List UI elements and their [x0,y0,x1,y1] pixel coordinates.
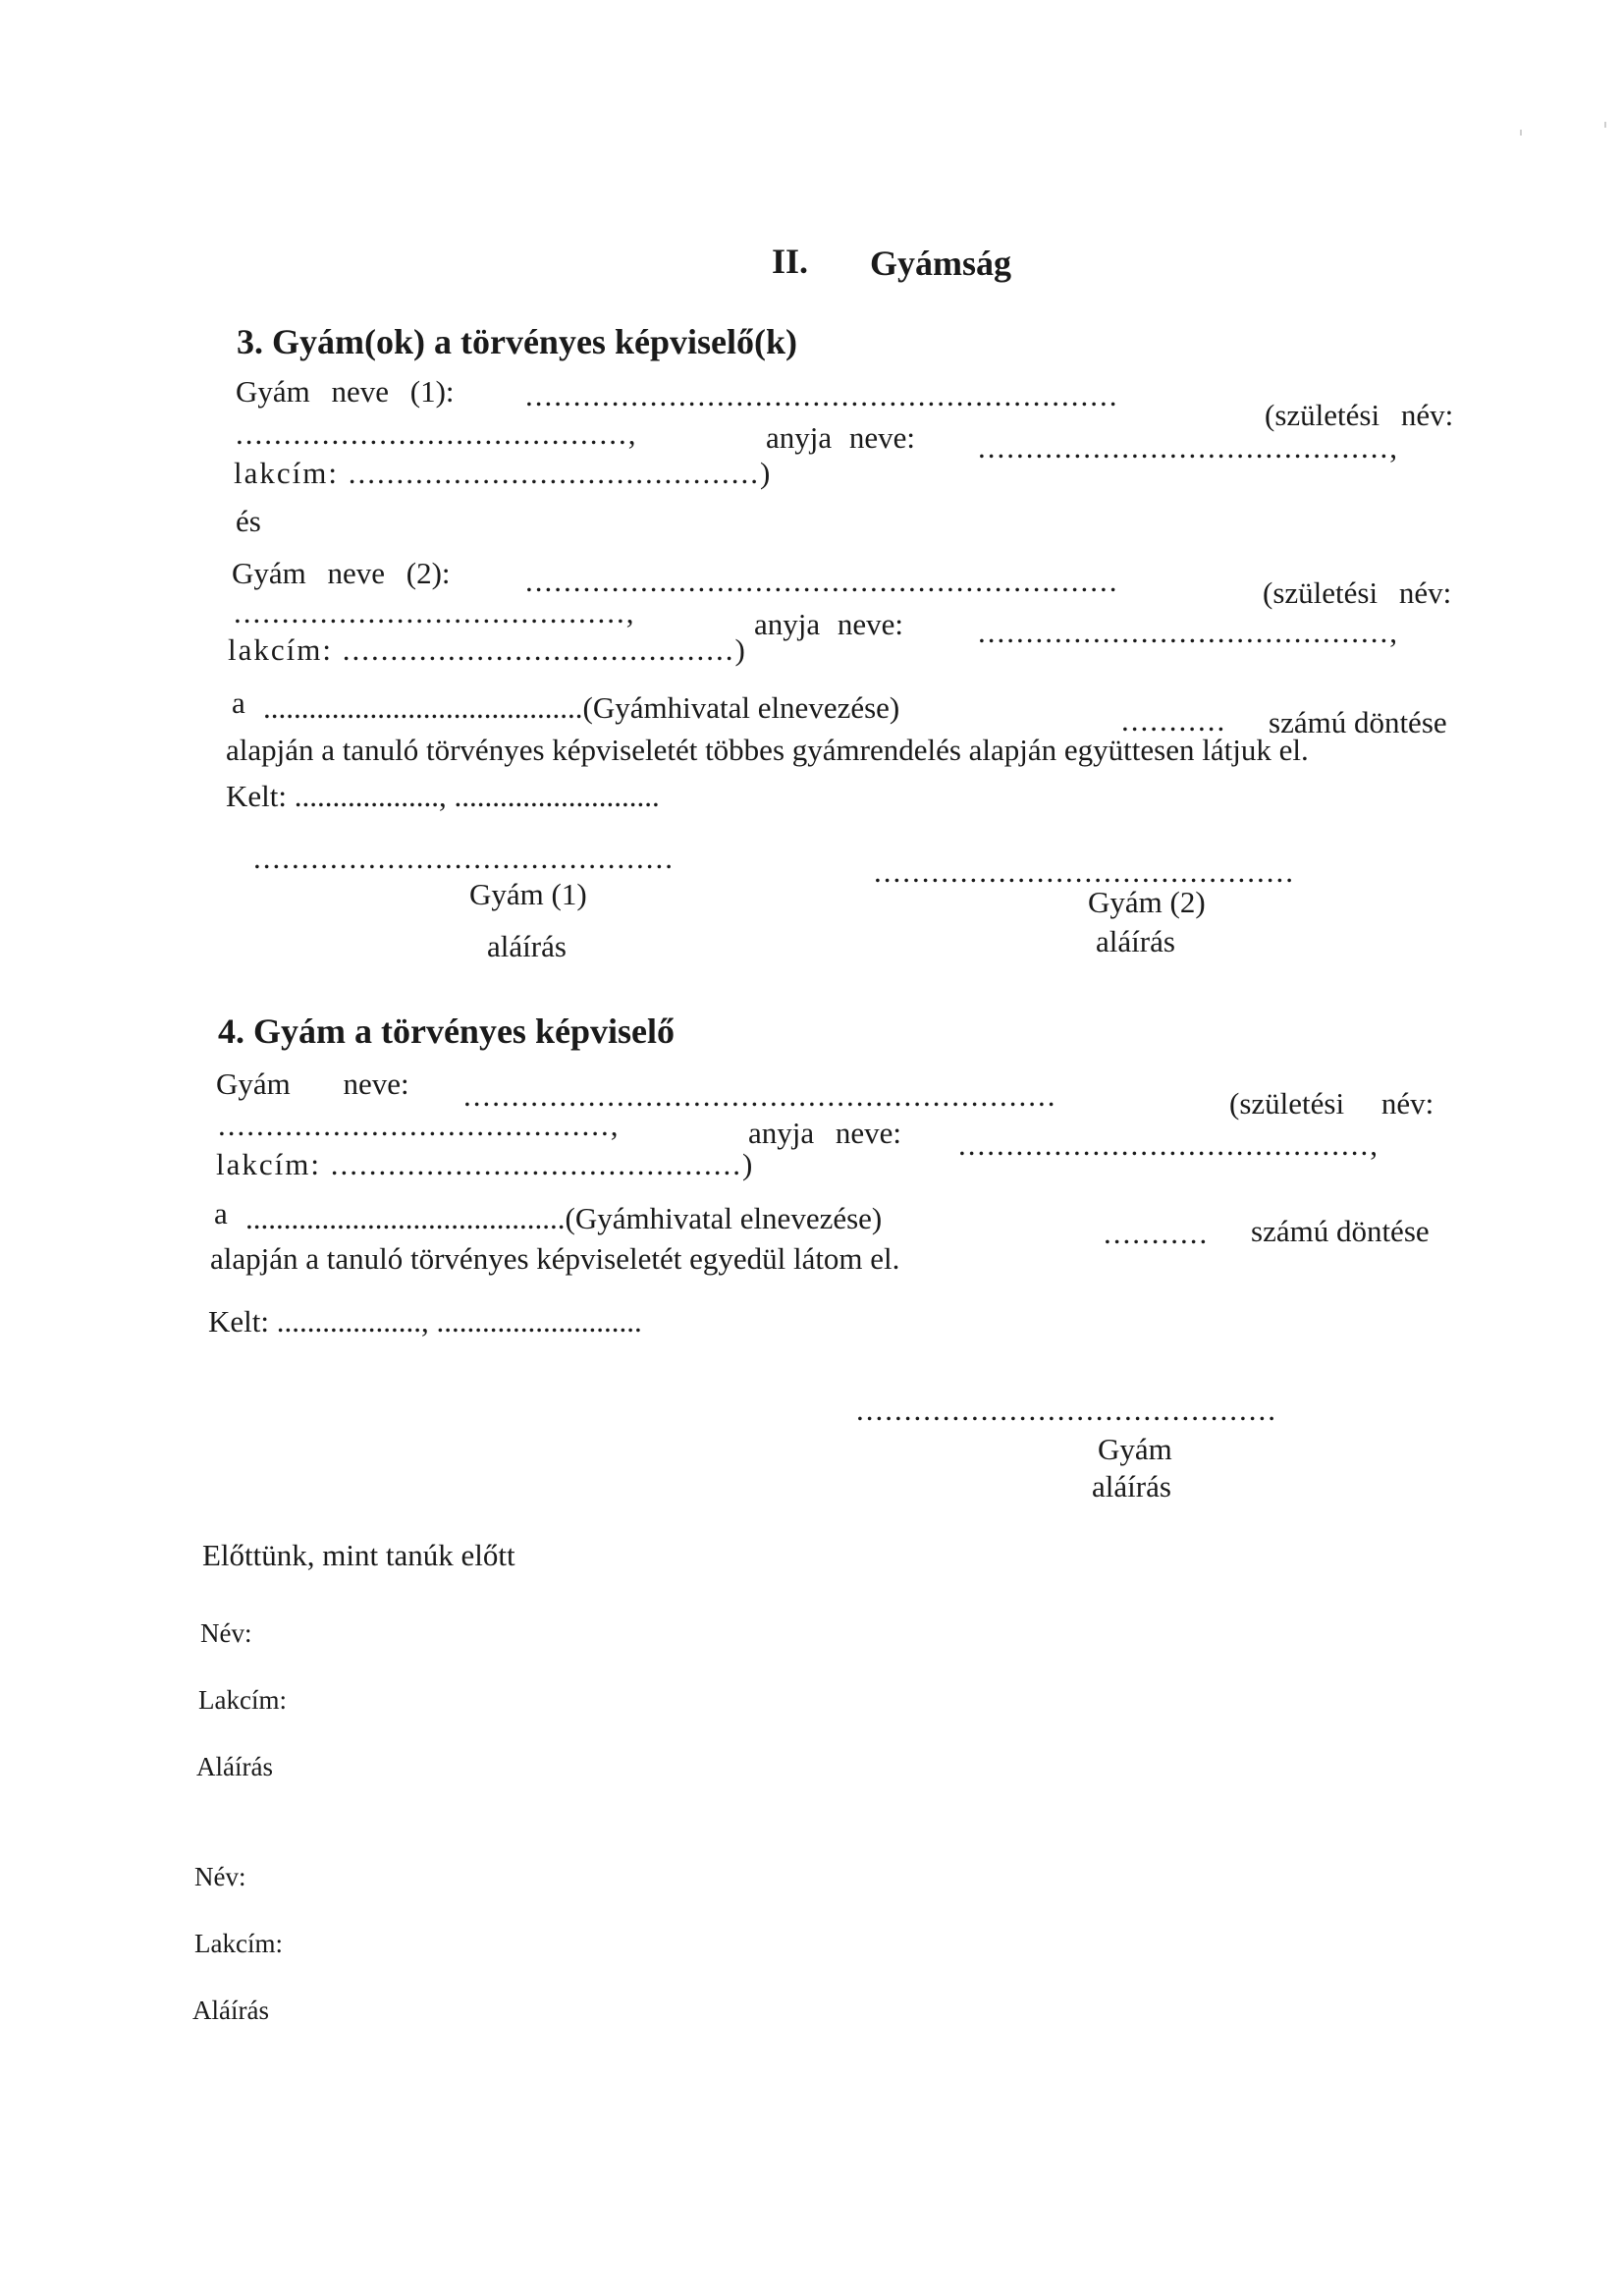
part3-representation-statement: alapján a tanuló törvényes képviseletét többes gyámrendelés alapján együttesen látjuk el. [226,733,1309,767]
witnesses-intro: Előttünk, mint tanúk előtt [202,1538,515,1572]
part3-guardian1-address: lakcím: ...........................................) [234,456,773,490]
part4-date-place: Kelt: ..................., ........................... [208,1304,642,1339]
part4-guardian-name-field: .............................................................. [463,1078,1057,1113]
witness1-signature-label: Aláírás [196,1752,273,1781]
part3-decision-label: számú döntése [1269,705,1447,739]
scan-speck [1520,130,1522,136]
part3-guardian1-birthname-label: (születési név: [1265,398,1454,432]
part3-decision-number-field: ........... [1121,703,1227,738]
part3-guardian1-name-field: .............................................................. [525,378,1119,412]
part3-guardian2-signature-caption: aláírás [1096,924,1175,958]
scan-speck [1604,122,1606,128]
witness1-name-label: Név: [200,1618,252,1648]
part4-guardian-caption: Gyám [1098,1432,1172,1466]
witness2-signature-label: Aláírás [192,1995,269,2025]
part3-guardian2-birthname-field: ........................................., [234,595,636,629]
part3-guardian1-caption: Gyám (1) [469,877,587,911]
part3-guardian1-mother-label: anyja neve: [766,420,916,455]
part3-guardian1-signature-line: ............................................ [253,841,675,875]
part4-mother-label: anyja neve: [748,1116,902,1150]
part3-guardian2-birthname-label: (születési név: [1263,575,1452,610]
part4-guardian-name-label: Gyám neve: [216,1066,409,1101]
part3-date-place: Kelt: ..................., ........................... [226,779,660,813]
part4-birthname-field: ........................................., [218,1108,621,1142]
part3-guardian1-birthname-field: ........................................., [236,416,638,451]
part3-and: és [236,504,261,538]
section-roman-numeral: II. [772,242,809,281]
part3-guardian2-name-field: .............................................................. [525,564,1119,598]
part3-guardian2-caption: Gyám (2) [1088,885,1206,919]
witness2-address-label: Lakcím: [194,1929,283,1958]
part4-address: lakcím: ...........................................) [216,1147,755,1181]
part4-mother-field: ..........................................., [958,1127,1380,1162]
witness1-address-label: Lakcím: [198,1685,287,1715]
part3-guardian1-name-label: Gyám neve (1): [236,374,455,409]
part4-authority-name-field: ..........................................(Gyámhivatal elnevezése) [245,1201,883,1235]
part3-guardian1-mother-field: ..........................................., [978,430,1399,465]
part3-guardian2-mother-label: anyja neve: [754,607,904,641]
part3-authority-a: a [232,685,245,720]
part3-guardian2-mother-field: ..........................................., [978,615,1399,649]
part3-guardian2-address: lakcím: .........................................) [228,632,747,667]
part4-decision-label: számú döntése [1251,1214,1430,1248]
part3-heading: 3. Gyám(ok) a törvényes képviselő(k) [237,322,797,361]
witness2-name-label: Név: [194,1862,246,1891]
section-title: Gyámság [870,244,1011,283]
part3-guardian1-signature-caption: aláírás [487,929,567,963]
part4-representation-statement: alapján a tanuló törvényes képviseletét egyedül látom el. [210,1241,900,1276]
part3-guardian2-signature-line: ............................................ [874,854,1295,889]
part4-guardian-signature-caption: aláírás [1092,1469,1171,1503]
part4-authority-a: a [214,1196,228,1230]
part3-authority-name-field: ..........................................(Gyámhivatal elnevezése) [263,690,900,725]
part4-decision-number-field: ........... [1104,1216,1210,1250]
part4-guardian-signature-line: ............................................ [856,1393,1277,1427]
part4-birthname-label: (születési név: [1229,1086,1434,1121]
part3-guardian2-name-label: Gyám neve (2): [232,556,451,590]
part4-heading: 4. Gyám a törvényes képviselő [218,1011,675,1051]
